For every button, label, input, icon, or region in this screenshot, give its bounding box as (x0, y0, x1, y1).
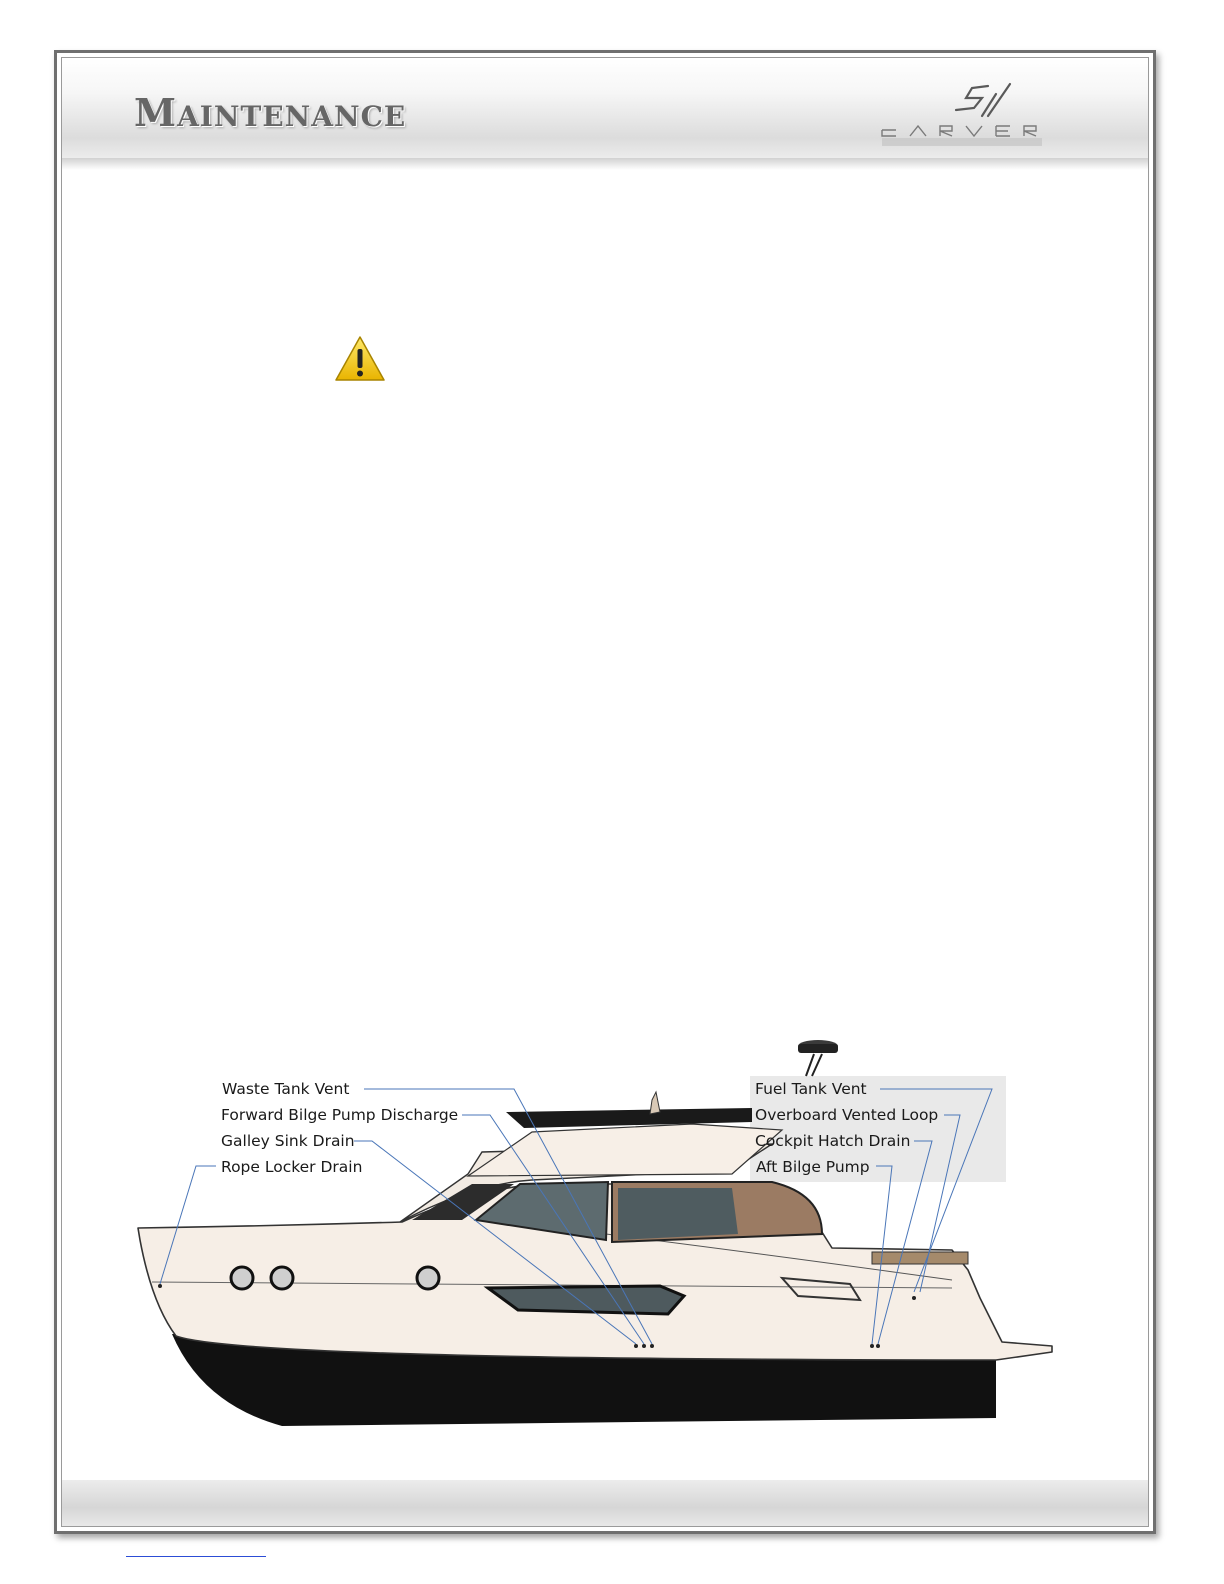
callout-fuel-tank-vent: Fuel Tank Vent (755, 1080, 867, 1098)
page-header (62, 58, 1148, 158)
callout-galley-sink-drain: Galley Sink Drain (221, 1132, 355, 1150)
callout-aft-bilge-pump: Aft Bilge Pump (756, 1158, 870, 1176)
page-title-initial: M (134, 90, 178, 135)
callout-waste-tank-vent: Waste Tank Vent (222, 1080, 350, 1098)
footer-link-underline[interactable] (126, 1556, 266, 1557)
page-title-rest: AINTENANCE (177, 100, 407, 133)
warning-triangle-icon (333, 334, 387, 384)
callout-rope-locker-drain: Rope Locker Drain (221, 1158, 363, 1176)
boat-thru-hull-diagram (132, 1034, 1062, 1434)
callout-forward-bilge-pump-discharge: Forward Bilge Pump Discharge (221, 1106, 459, 1124)
page-title (134, 90, 406, 135)
header-shadow (62, 158, 1148, 170)
callout-overboard-vented-loop: Overboard Vented Loop (755, 1106, 939, 1124)
radar-dome (798, 1040, 838, 1076)
carver-logo (870, 76, 1080, 148)
callout-cockpit-hatch-drain: Cockpit Hatch Drain (755, 1132, 911, 1150)
page-footer (62, 1480, 1148, 1526)
